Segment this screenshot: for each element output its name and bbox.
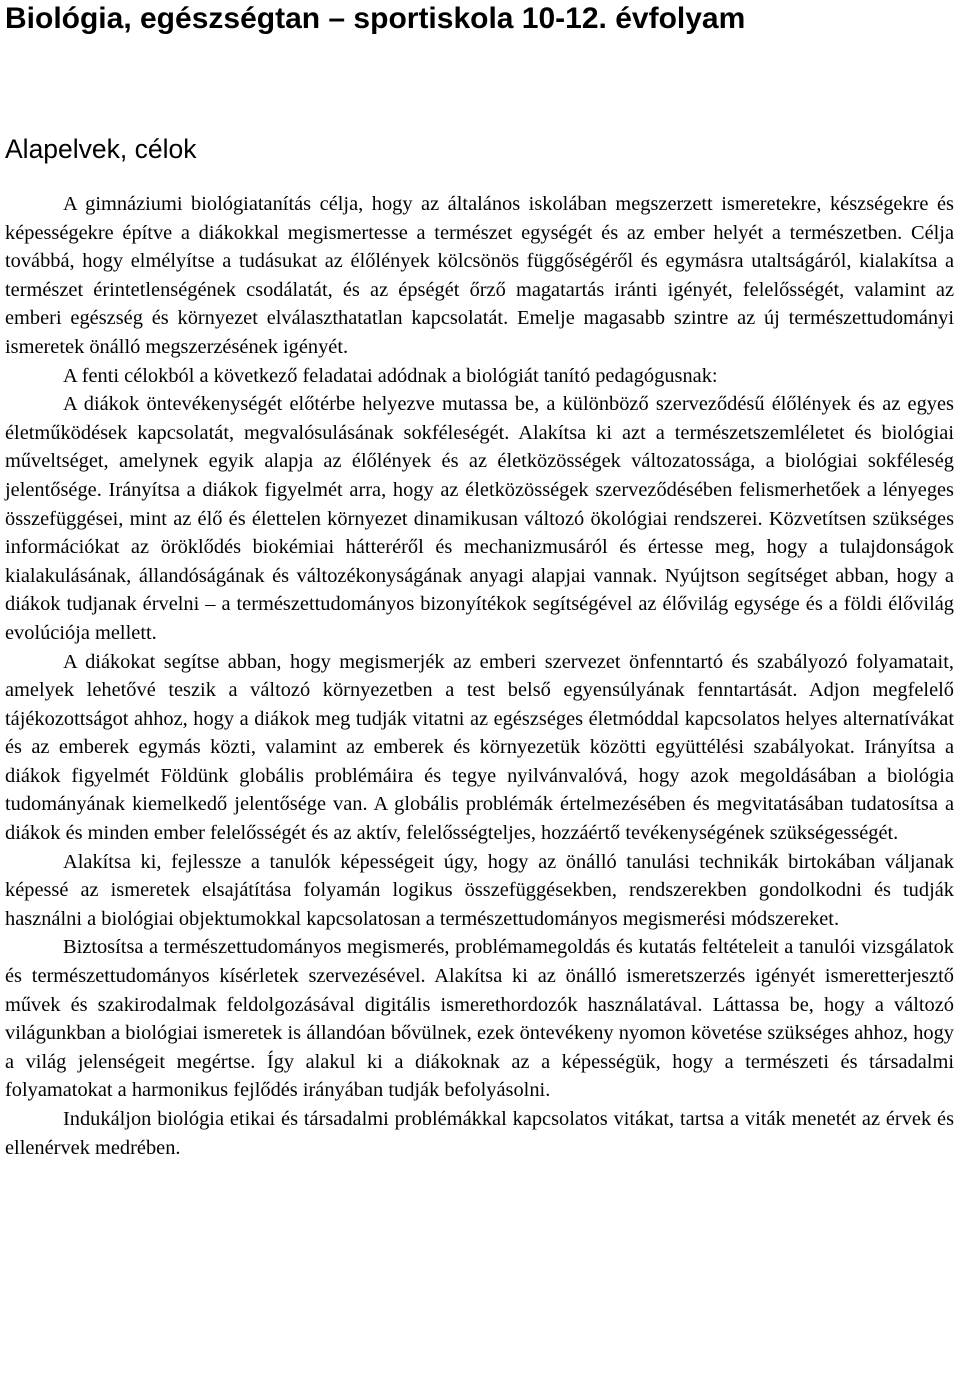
paragraph-ethics: Indukáljon biológia etikai és társadalmi problémákkal kapcsolatos vitákat, tartsa a viták menetét az érvek és ellenérvek medrében. xyxy=(5,1108,954,1159)
paragraph-goals: A gimnáziumi biológiatanítás célja, hogy az általános iskolában megszerzett ismeretekre, készségekre és képességekre építve a diákokkal megismertesse a természet egységét és az ember helyét a természetben. Célja továbbá, hogy elmélyítse a tudásukat az élőlények kölcsönös függőségéről és egymásra utaltságáról, kialakítsa a természet érintetlenségének csodálatát, és az épségét őrző magatartás iránti igényét, felelősségét, valamint az emberi egészség és környezet elválaszthatatlan kapcsolatát. Emelje magasabb szintre az új természettudományi ismeretek önálló megszerzésének igényét. xyxy=(5,193,954,358)
paragraph-human-body: A diákokat segítse abban, hogy megismerjék az emberi szervezet önfenntartó és szabályozó folyamatait, amelyek lehetővé teszik a változó környezetben a test belső egyensúlyának fenntartását. Adjon megfelelő tájékozottságot ahhoz, hogy a diákok meg tudják vitatni az egészséges életmóddal kapcsolatos helyes alternatívákat és az emberek egymás közti, valamint az emberek és környezetük közötti együttélési szabályokat. Irányítsa a diákok figyelmét Földünk globális problémáira és tegye nyilvánvalóvá, hogy azok megoldásában a biológia tudományának kiemelkedő jelentősége van. A globális problémák értelmezésében és megvitatásában tudatosítsa a diákok és minden ember felelősségét és az aktív, felelősségteljes, hozzáértő tevékenységének szükségességét. xyxy=(5,650,954,845)
section-body xyxy=(5,190,954,1162)
document-title: Biológia, egészségtan – sportiskola 10-12. évfolyam xyxy=(5,2,746,35)
section-title: Alapelvek, célok xyxy=(5,134,197,164)
paragraph-research: Biztosítsa a természettudományos megismerés, problémamegoldás és kutatás feltételeit a tanulói vizsgálatok és természettudományos kísérletek szervezésével. Alakítsa ki az önálló ismeretszerzés igényét ismeretterjesztő művek és szakirodalmak feldolgozásával digitális ismerethordozók használatával. Láttassa be, hogy a változó világunkban a biológiai ismeretek is állandóan bővülnek, ezek öntevékeny nyomon követése szükséges ahhoz, hogy a világ jelenségeit megértse. Így alakul ki a diákoknak az a képességük, hogy a természeti és társadalmi folyamatokat a harmonikus fejlődés irányában tudják befolyásolni. xyxy=(5,936,954,1102)
paragraph-diversity: A diákok öntevékenységét előtérbe helyezve mutassa be, a különböző szerveződésű élőlények és az egyes életműködések kapcsolatát, megvalósulásának sokféleségét. Alakítsa ki azt a természetszemléletet és biológiai műveltséget, amelynek egyik alapja az élőlények és az életközösségek változatossága, a biológiai sokféleség jelentősége. Irányítsa a diákok figyelmét arra, hogy az életközösségek szerveződésében felismerhetőek a lényeges összefüggései, mint az élő és élettelen környezet dinamikusan változó ökológiai rendszerei. Közvetítsen szükséges információkat az öröklődés biokémiai hátteréről és mechanizmusáról és értesse meg, hogy a tulajdonságok kialakulásának, állandóságának és változékonyságának anyagi alapjai vannak. Nyújtson segítséget abban, hogy a diákok tudjanak érvelni – a természettudományos bizonyítékok segítségével az élővilág egysége és a földi élővilág evolúciója mellett. xyxy=(5,393,954,644)
paragraph-tasks-intro: A fenti célokból a következő feladatai adódnak a biológiát tanító pedagógusnak: xyxy=(63,364,718,387)
paragraph-learning-skills: Alakítsa ki, fejlessze a tanulók képességeit úgy, hogy az önálló tanulási technikák birtokában váljanak képessé az ismeretek elsajátítása folyamán logikus összefüggésekben, rendszerekben gondolkodni és tudják használni a biológiai objektumokkal kapcsolatosan a természettudományos megismerési módszereket. xyxy=(5,850,954,930)
